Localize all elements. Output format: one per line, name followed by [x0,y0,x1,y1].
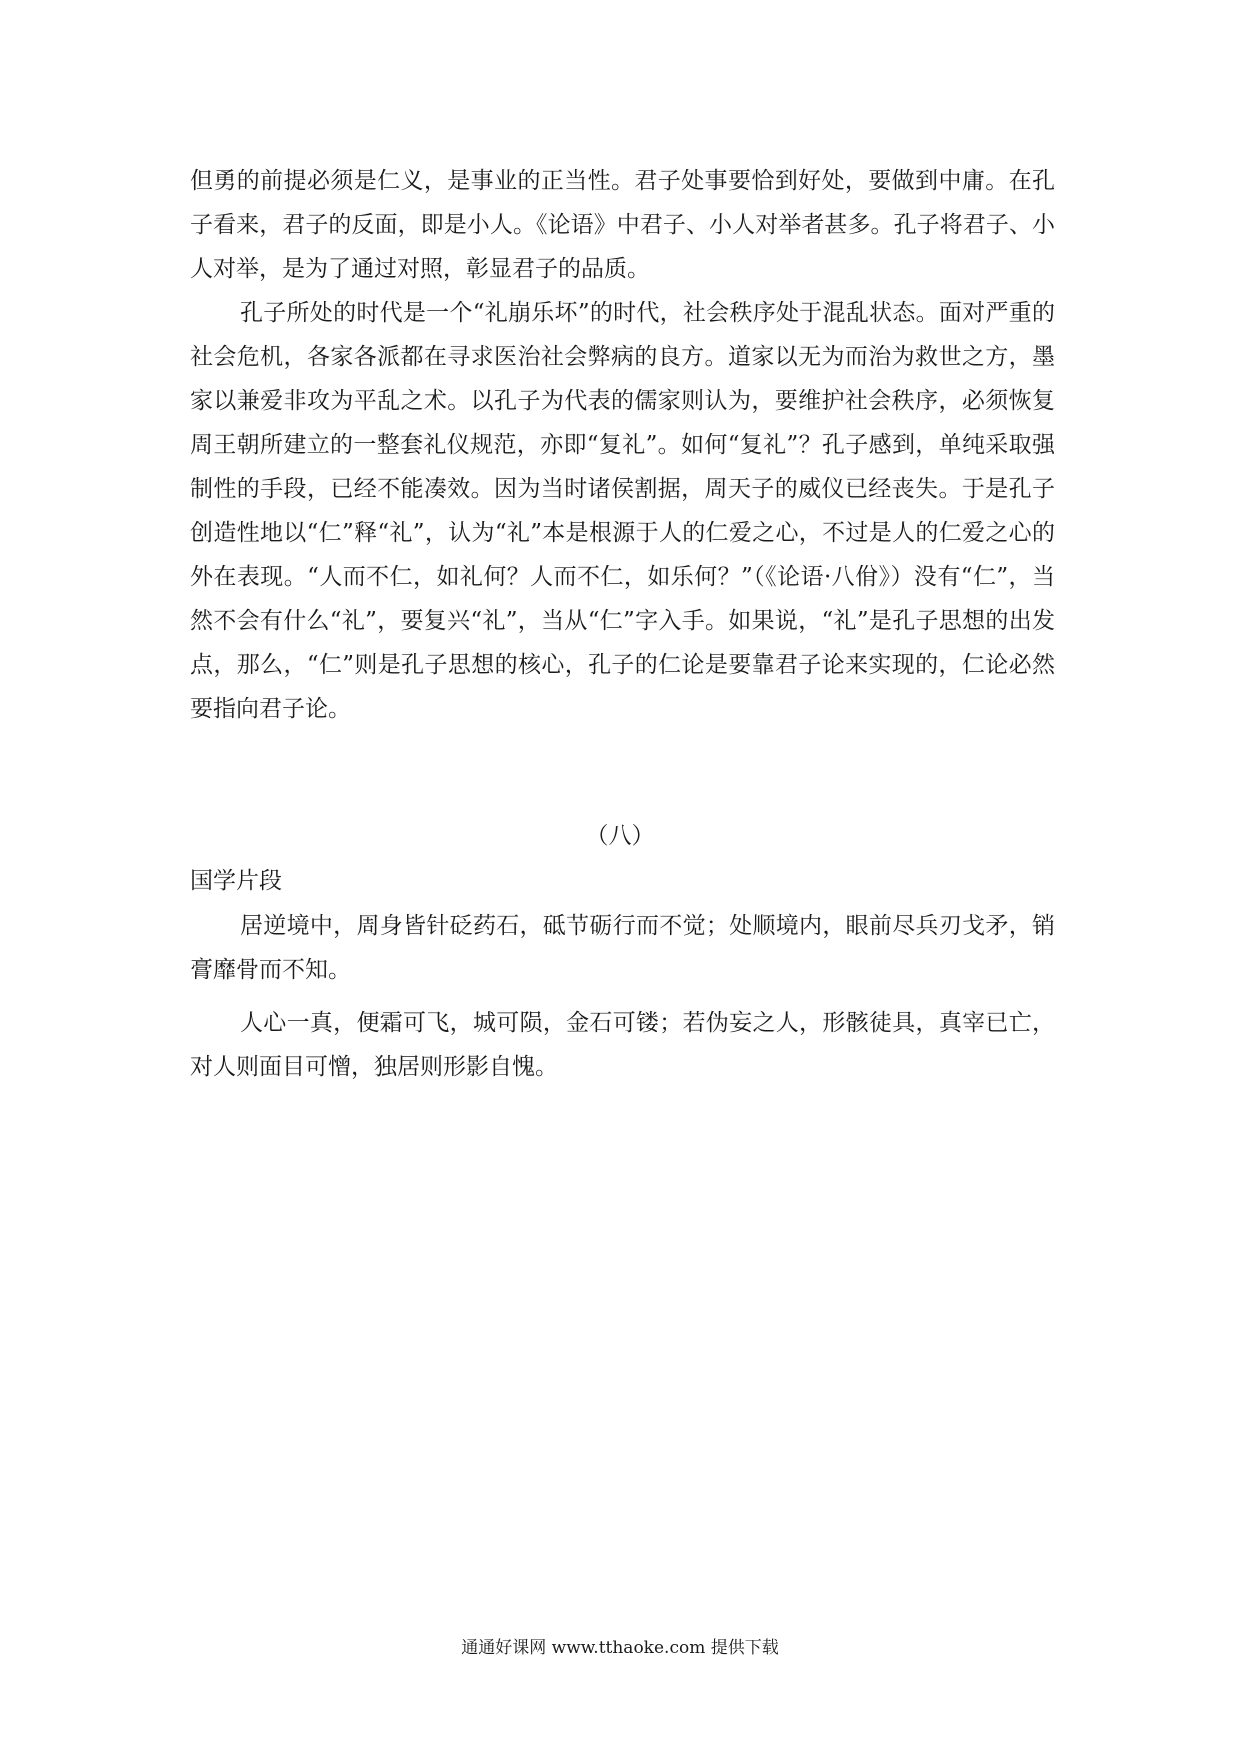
body-paragraph-2: 孔子所处的时代是一个“礼崩乐坏”的时代，社会秩序处于混乱状态。面对严重的社会危机，各家各派都在寻求医治社会弊病的良方。道家以无为而治为救世之方，墨家以兼爱非攻为平乱之术。以孔子为代表的儒家则认为，要维护社会秩序，必须恢复周王朝所建立的一整套礼仪规范，亦即“复礼”。如何“复礼”？孔子感到，单纯采取强制性的手段，已经不能凑效。因为当时诸侯割据，周天子的威仪已经丧失。于是孔子创造性地以“仁”释“礼”，认为“礼”本是根源于人的仁爱之心，不过是人的仁爱之心的外在表现。“人而不仁，如礼何？人而不仁，如乐何？”（《论语·八佾》）没有“仁”，当然不会有什么“礼”，要复兴“礼”，当从“仁”字入手。如果说，“礼”是孔子思想的出发点，那么，“仁”则是孔子思想的核心，孔子的仁论是要靠君子论来实现的，仁论必然要指向君子论。 [190,300,1055,722]
body-paragraph-1: 但勇的前提必须是仁义，是事业的正当性。君子处事要恰到好处，要做到中庸。在孔子看来，君子的反面，即是小人。《论语》中君子、小人对举者甚多。孔子将君子、小人对举，是为了通过对照，彰显君子的品质。 [190,168,1055,282]
excerpt-paragraph-1: 居逆境中，周身皆针砭药石，砥节砺行而不觉；处顺境内，眼前尽兵刃戈矛，销膏靡骨而不知。 [190,913,1055,983]
excerpt-paragraph-2: 人心一真，便霜可飞，城可陨，金石可镂；若伪妄之人，形骸徒具，真宰已亡，对人则面目可憎，独居则形影自愧。 [190,1010,1055,1080]
section-heading: 国学片段 [190,868,282,894]
section-number: （八） [585,823,655,849]
page-footer: 通通好课网 www.tthaoke.com 提供下载 [461,1638,779,1658]
